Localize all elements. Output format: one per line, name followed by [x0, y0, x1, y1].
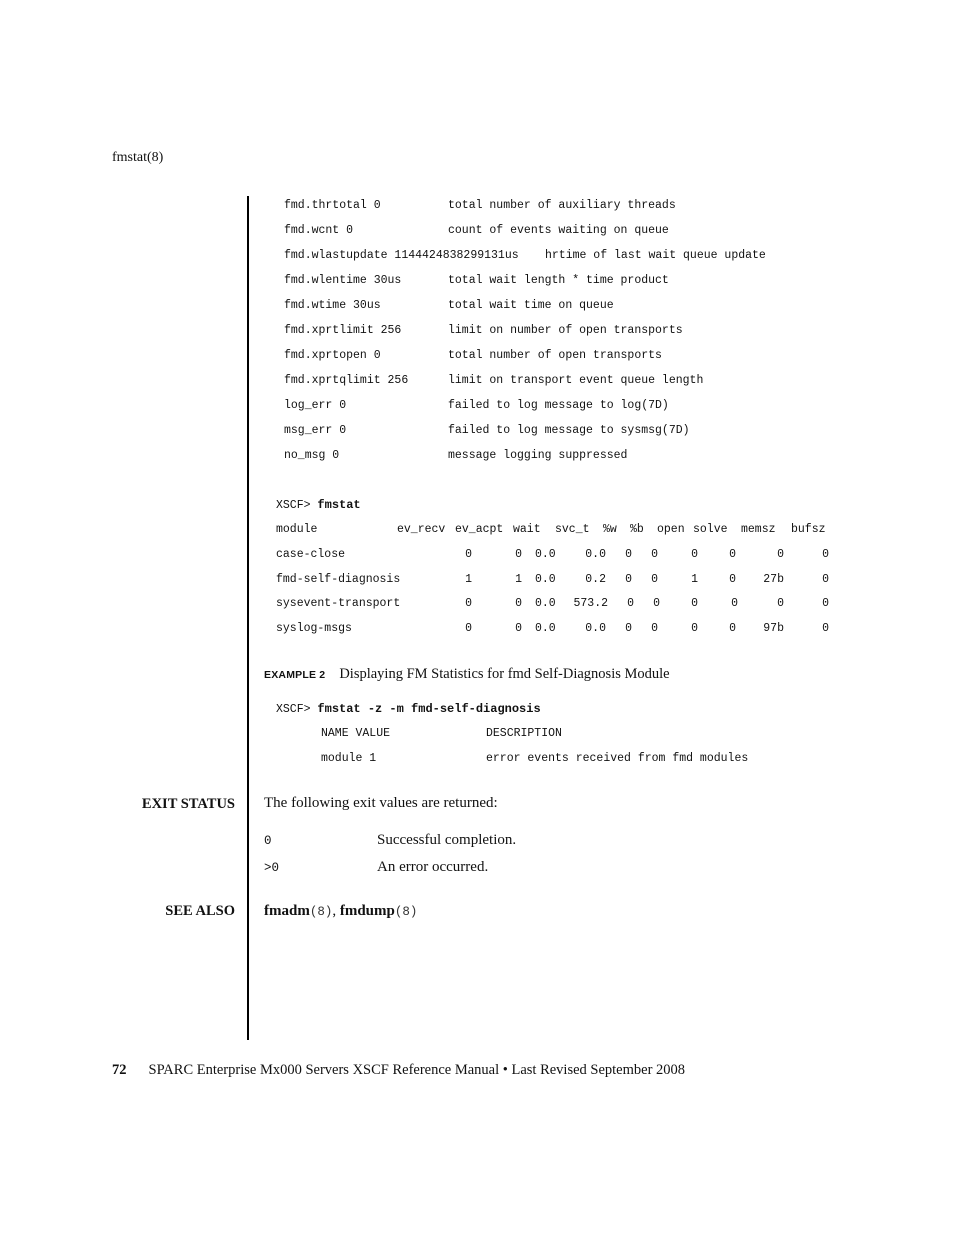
table-header: wait	[513, 523, 541, 536]
ref-section: (8)	[309, 905, 333, 919]
footer-text: SPARC Enterprise Mx000 Servers XSCF Reference Manual • Last Revised September 2008	[148, 1062, 686, 1078]
table-cell: 0	[627, 597, 634, 610]
table-header: open	[657, 523, 685, 536]
table-cell: 0	[691, 597, 698, 610]
see-also-refs	[264, 903, 417, 920]
table-cell: 1	[691, 573, 698, 586]
table-cell: fmd-self-diagnosis	[276, 573, 401, 586]
table-cell: 0	[731, 597, 738, 610]
stat-desc: count of events waiting on queue	[448, 224, 669, 237]
prompt: XSCF>	[276, 499, 311, 512]
table-cell: 0	[729, 622, 736, 635]
stat-name: fmd.xprtopen 0	[284, 349, 381, 362]
ref-section: (8)	[394, 905, 418, 919]
table-cell: syslog-msgs	[276, 622, 352, 635]
table-cell: 0.0	[535, 597, 556, 610]
table-cell: 0	[651, 548, 658, 561]
example-label: EXAMPLE 2	[264, 669, 326, 681]
table-cell: case-close	[276, 548, 346, 561]
table-cell: 0	[625, 573, 632, 586]
table-cell: 97b	[763, 622, 784, 635]
output-row-name: module 1	[321, 752, 377, 765]
page-header-title: fmstat(8)	[112, 150, 164, 165]
table-header: memsz	[741, 523, 776, 536]
table-cell: 0	[653, 597, 660, 610]
table-cell: 0	[822, 622, 829, 635]
ref-link-fmadm[interactable]: fmadm	[264, 903, 310, 919]
table-cell: 1	[465, 573, 472, 586]
table-header: solve	[693, 523, 728, 536]
stat-name: fmd.thrtotal 0	[284, 199, 381, 212]
output-header-desc: DESCRIPTION	[486, 727, 562, 740]
stat-desc: total number of auxiliary threads	[448, 199, 676, 212]
stat-desc: message logging suppressed	[448, 449, 628, 462]
stat-name: fmd.wlastupdate 1144424838299131us	[284, 249, 519, 262]
stat-name: msg_err 0	[284, 424, 347, 437]
exit-desc: An error occurred.	[377, 859, 489, 875]
table-cell: sysevent-transport	[276, 597, 401, 610]
stat-name: log_err 0	[284, 399, 347, 412]
ref-link-fmdump[interactable]: fmdump	[339, 903, 395, 919]
stat-desc: failed to log message to log(7D)	[448, 399, 669, 412]
output-header-name: NAME VALUE	[321, 727, 391, 740]
table-header: bufsz	[791, 523, 826, 536]
stat-desc: limit on number of open transports	[448, 324, 683, 337]
stat-name: fmd.wtime 30us	[284, 299, 381, 312]
table-cell: 0	[822, 573, 829, 586]
table-cell: 0.0	[535, 622, 556, 635]
output-row-desc: error events received from fmd modules	[486, 752, 749, 765]
stat-desc: total wait time on queue	[448, 299, 614, 312]
table-cell: 0	[777, 548, 784, 561]
table-cell: 573.2	[573, 597, 608, 610]
table-cell: 1	[515, 573, 522, 586]
stat-name: fmd.wcnt 0	[284, 224, 354, 237]
table-cell: 0	[625, 548, 632, 561]
exit-code: >0	[264, 861, 280, 875]
table-cell: 0	[822, 548, 829, 561]
stat-name: fmd.xprtqlimit 256	[284, 374, 409, 387]
table-cell: 0.2	[585, 573, 606, 586]
exit-status-intro: The following exit values are returned:	[264, 795, 498, 811]
table-cell: 0.0	[585, 622, 606, 635]
table-header: ev_recv	[397, 523, 446, 536]
exit-desc: Successful completion.	[377, 832, 517, 848]
command-line	[276, 498, 361, 512]
example-title: Displaying FM Statistics for fmd Self-Diagnosis Module	[339, 666, 670, 682]
stat-desc: limit on transport event queue length	[448, 374, 704, 387]
command: fmstat -z -m fmd-self-diagnosis	[317, 702, 541, 716]
table-cell: 0	[515, 548, 522, 561]
stat-name: fmd.xprtlimit 256	[284, 324, 402, 337]
table-header: ev_acpt	[455, 523, 504, 536]
table-cell: 0	[691, 548, 698, 561]
table-cell: 0	[777, 597, 784, 610]
table-cell: 0	[465, 548, 472, 561]
command-line	[276, 702, 541, 716]
table-cell: 0	[729, 548, 736, 561]
table-cell: 0	[822, 597, 829, 610]
stat-name: no_msg 0	[284, 449, 340, 462]
exit-code: 0	[264, 834, 272, 848]
table-cell: 0	[465, 622, 472, 635]
prompt: XSCF>	[276, 703, 311, 716]
page-number: 72	[112, 1062, 127, 1078]
table-cell: 27b	[763, 573, 784, 586]
table-header: %b	[630, 523, 644, 536]
section-label-exit-status: EXIT STATUS	[141, 796, 235, 812]
table-cell: 0	[465, 597, 472, 610]
table-header: module	[276, 523, 318, 536]
table-cell: 0	[651, 622, 658, 635]
table-header: svc_t	[555, 523, 590, 536]
section-divider-rule	[247, 196, 249, 1040]
table-cell: 0	[691, 622, 698, 635]
table-cell: 0	[515, 622, 522, 635]
command: fmstat	[317, 498, 361, 512]
table-cell: 0.0	[535, 548, 556, 561]
table-cell: 0	[729, 573, 736, 586]
stat-desc: total wait length * time product	[448, 274, 669, 287]
section-label-see-also: SEE ALSO	[165, 903, 235, 919]
table-header: %w	[603, 523, 617, 536]
ref-separator: ,	[332, 903, 340, 919]
stat-name: fmd.wlentime 30us	[284, 274, 402, 287]
table-cell: 0	[515, 597, 522, 610]
page-footer	[112, 1062, 685, 1079]
stat-desc: total number of open transports	[448, 349, 662, 362]
stat-desc: failed to log message to sysmsg(7D)	[448, 424, 690, 437]
table-cell: 0	[625, 622, 632, 635]
table-cell: 0.0	[535, 573, 556, 586]
example-heading	[264, 666, 670, 683]
stat-desc: hrtime of last wait queue update	[545, 249, 766, 262]
table-cell: 0.0	[585, 548, 606, 561]
table-cell: 0	[651, 573, 658, 586]
